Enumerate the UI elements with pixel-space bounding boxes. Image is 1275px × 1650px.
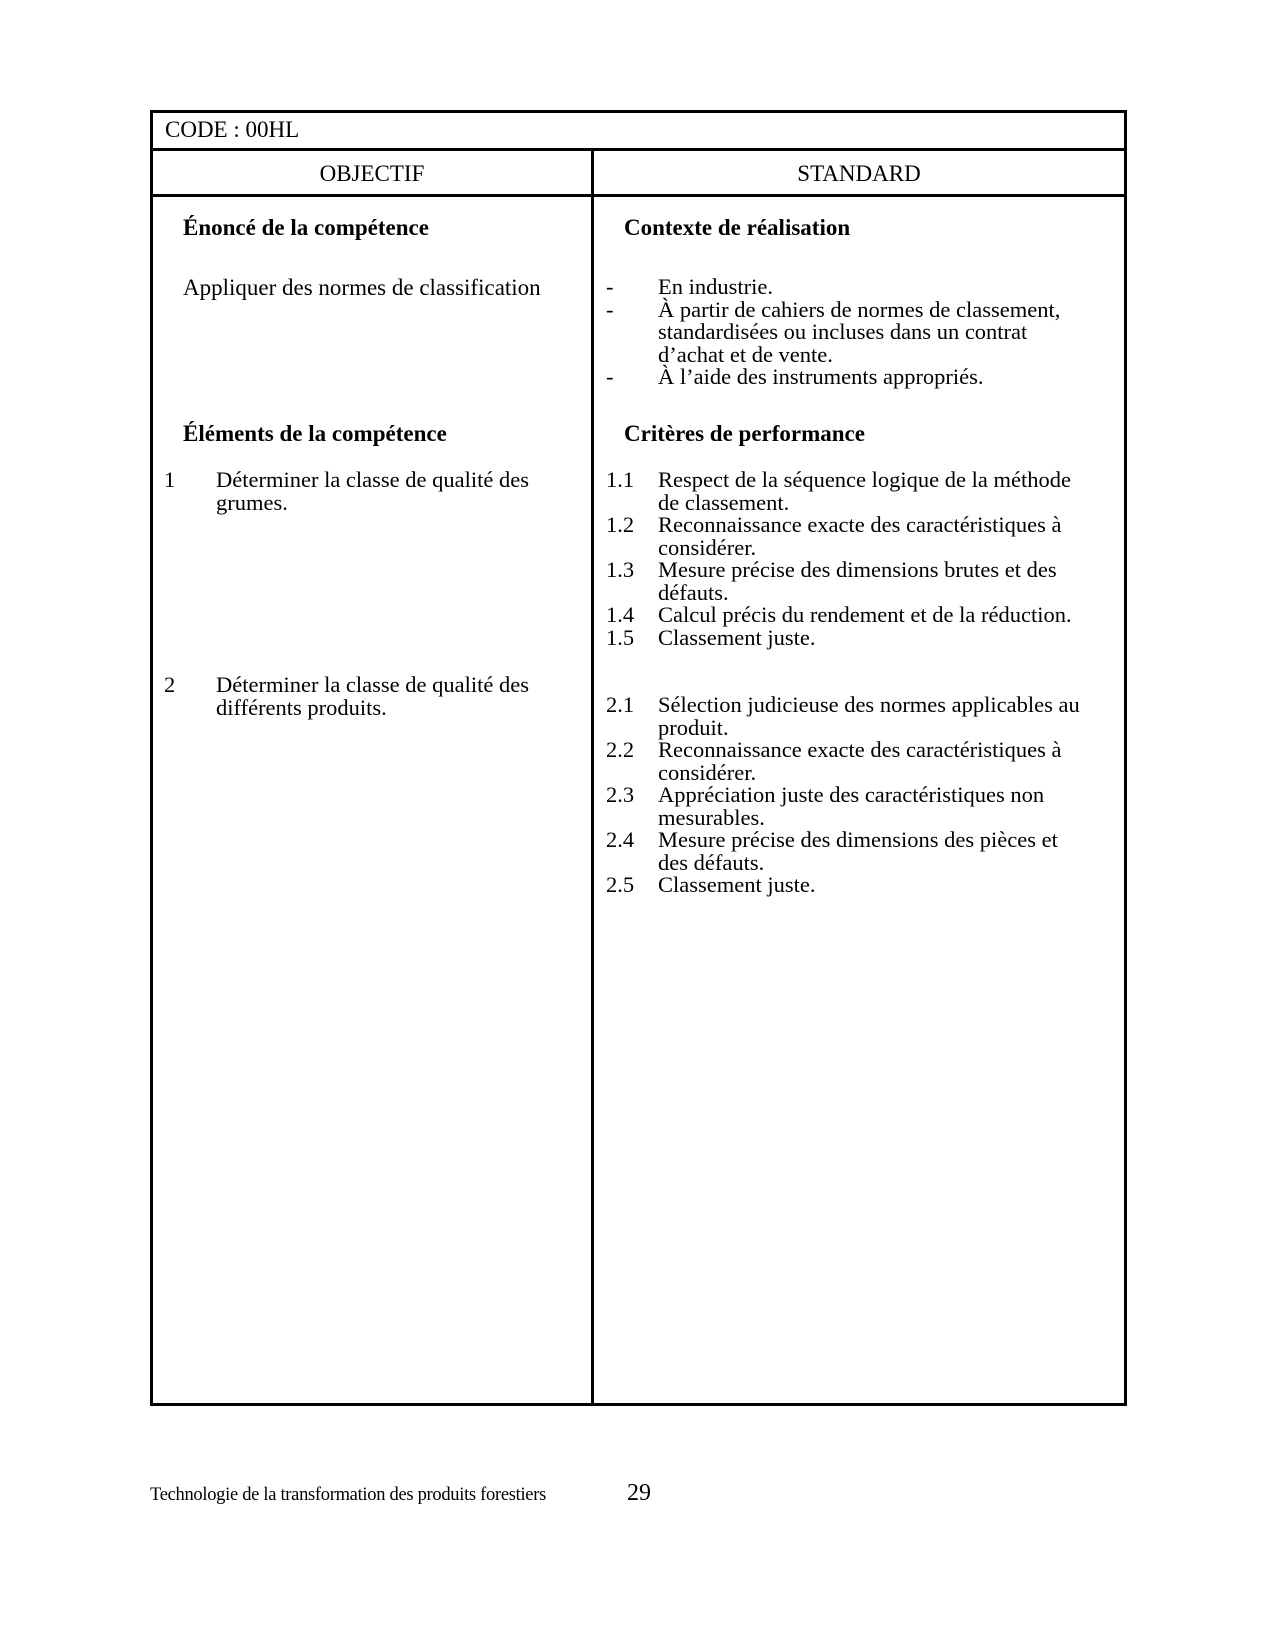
contexte-item	[606, 276, 1060, 299]
bullet-dash: -	[606, 364, 614, 389]
critere-line: produit.	[658, 714, 729, 740]
critere-line: Mesure précise des dimensions brutes et des	[658, 557, 1057, 582]
bullet-dash: -	[606, 274, 614, 299]
contexte-line: d’achat et de vente.	[658, 341, 833, 367]
critere-line: Respect de la séquence logique de la méthode	[658, 467, 1071, 492]
critere-line: Classement juste.	[658, 624, 816, 650]
critere-text	[658, 784, 1080, 829]
critere-text	[658, 829, 1080, 874]
critere-number: 1.3	[606, 557, 635, 582]
critere-line: Sélection judicieuse des normes applicables au	[658, 692, 1080, 717]
critere-item	[606, 694, 1080, 739]
elements-heading: Éléments de la compétence	[183, 421, 447, 446]
critere-item	[606, 784, 1080, 829]
standard-header: STANDARD	[797, 161, 921, 186]
element-item-2	[164, 674, 529, 719]
page-number: 29	[627, 1480, 651, 1506]
column-divider	[591, 151, 594, 1403]
critere-item	[606, 559, 1080, 604]
critere-line: de classement.	[658, 489, 790, 515]
element-text	[216, 674, 529, 719]
element-number: 1	[164, 467, 176, 492]
element-line: grumes.	[216, 489, 288, 515]
critere-number: 2.4	[606, 827, 635, 852]
contexte-line: standardisées ou incluses dans un contrat	[658, 319, 1028, 344]
critere-item	[606, 469, 1080, 514]
contexte-item	[606, 296, 1061, 367]
critere-line: défauts.	[658, 579, 729, 605]
contexte-item	[606, 366, 1060, 389]
critere-line: mesurables.	[658, 804, 765, 830]
element-item-1	[164, 469, 529, 514]
critere-text	[658, 469, 1080, 514]
header-divider-top	[153, 148, 1124, 151]
contexte-line: En industrie.	[658, 274, 773, 299]
contexte-heading: Contexte de réalisation	[624, 215, 851, 240]
element-row	[164, 674, 529, 719]
element-line: Déterminer la classe de qualité des	[216, 672, 529, 697]
critere-line: Reconnaissance exacte des caractéristiques à	[658, 737, 1062, 762]
critere-number: 2.5	[606, 872, 635, 897]
criteres-heading: Critères de performance	[624, 421, 865, 446]
contexte-text	[658, 276, 1060, 299]
critere-number: 2.3	[606, 782, 635, 807]
critere-text	[658, 624, 1080, 650]
bullet-dash: -	[606, 296, 614, 322]
critere-text	[658, 514, 1080, 559]
critere-text	[658, 559, 1080, 604]
critere-line: Reconnaissance exacte des caractéristiques à	[658, 512, 1062, 537]
enonce-text: Appliquer des normes de classification	[183, 275, 541, 300]
critere-item	[606, 624, 1080, 650]
element-number: 2	[164, 672, 176, 697]
critere-item	[606, 874, 1080, 897]
critere-number: 1.2	[606, 512, 635, 537]
critere-line: des défauts.	[658, 849, 765, 875]
critere-line: Classement juste.	[658, 872, 816, 897]
critere-line: Calcul précis du rendement et de la réduction.	[658, 602, 1072, 627]
critere-item	[606, 514, 1080, 559]
critere-text	[658, 874, 1080, 897]
contexte-list	[606, 276, 1060, 389]
criteres-group-gap	[606, 649, 1080, 694]
critere-number: 1.5	[606, 624, 635, 650]
contexte-text	[658, 366, 1060, 389]
element-line: Déterminer la classe de qualité des	[216, 467, 529, 492]
critere-line: Appréciation juste des caractéristiques non	[658, 782, 1045, 807]
critere-number: 1.4	[606, 602, 635, 627]
element-text	[216, 469, 529, 514]
enonce-heading: Énoncé de la compétence	[183, 215, 429, 240]
critere-number: 2.1	[606, 692, 635, 717]
criteres-list	[606, 469, 1080, 897]
critere-line: Mesure précise des dimensions des pièces et	[658, 827, 1058, 852]
critere-item	[606, 829, 1080, 874]
code-label: CODE : 00HL	[165, 117, 300, 142]
critere-item	[606, 604, 1080, 627]
critere-text	[658, 604, 1080, 627]
critere-number: 2.2	[606, 737, 635, 762]
contexte-line: À l’aide des instruments appropriés.	[658, 364, 984, 389]
critere-item	[606, 739, 1080, 784]
critere-line: considérer.	[658, 534, 757, 560]
critere-text	[658, 739, 1080, 784]
critere-line: considérer.	[658, 759, 757, 785]
critere-text	[658, 694, 1080, 739]
competency-table	[150, 110, 1127, 1406]
contexte-line: À partir de cahiers de normes de classement,	[658, 296, 1061, 322]
footer-title: Technologie de la transformation des produits forestiers	[150, 1485, 546, 1505]
contexte-text	[658, 296, 1061, 367]
objectif-header: OBJECTIF	[319, 161, 425, 186]
header-divider-bottom	[153, 194, 1124, 197]
element-line: différents produits.	[216, 694, 387, 720]
element-row	[164, 469, 529, 514]
critere-number: 1.1	[606, 467, 635, 492]
